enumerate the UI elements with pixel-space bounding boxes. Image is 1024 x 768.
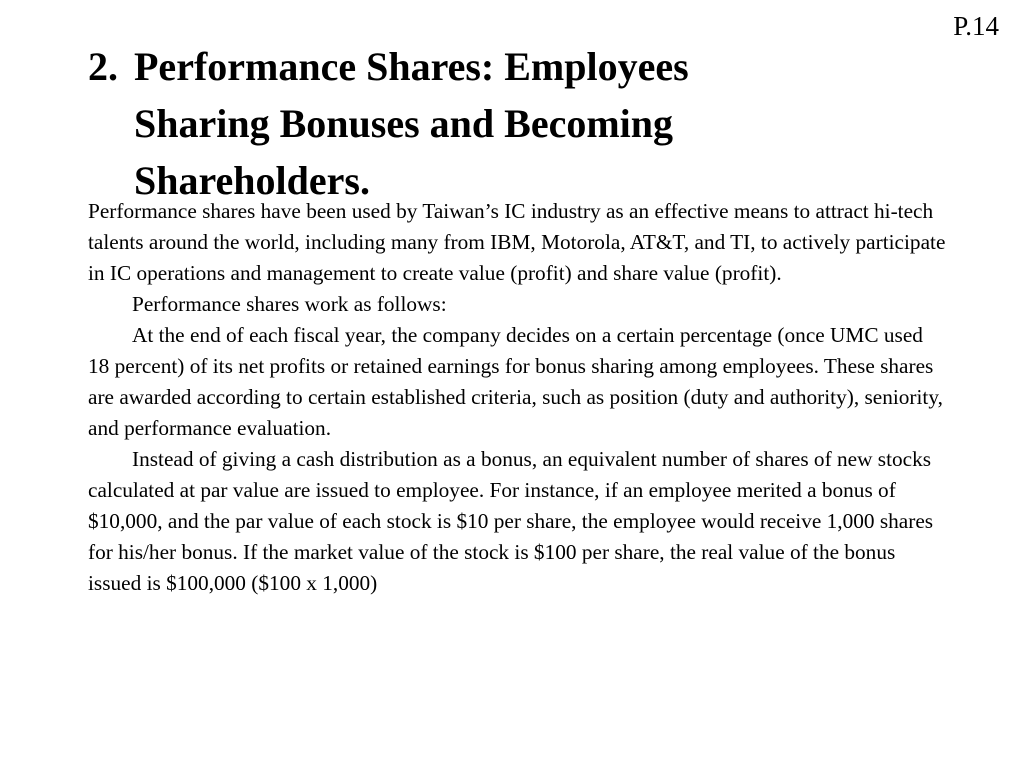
title-line-2: Sharing Bonuses and Becoming (134, 101, 674, 146)
paragraph-how-it-works: Performance shares work as follows: (132, 292, 447, 316)
slide-title (88, 38, 808, 209)
title-number: 2. (88, 44, 118, 89)
body-text (88, 196, 948, 599)
title-line-1-text: Performance Shares: Employees (134, 44, 689, 89)
paragraph-intro: Performance shares have been used by Taiwan’s IC industry as an effective means to attract hi-tech talents around the world, including many from IBM, Motorola, AT&T, and TI, to actively participate in IC operations and management to create value (profit) and share value (profit). (88, 199, 946, 285)
paragraph-fiscal-year: At the end of each fiscal year, the company decides on a certain percentage (once UMC used 18 percent) of its net profits or retained earnings for bonus sharing among employees. These shares are awarded according to certain established criteria, such as position (duty and authority), seniority, and performance evaluation. (88, 323, 943, 440)
page-number: P.14 (953, 11, 999, 41)
title-line-3: Shareholders. (134, 158, 370, 203)
title-line-1 (88, 38, 808, 95)
paragraph-cash-distribution: Instead of giving a cash distribution as a bonus, an equivalent number of shares of new stocks calculated at par value are issued to employee. For instance, if an employee merited a bonus of $10,000, and the par value of each stock is $10 per share, the employee would receive 1,000 shares for his/her bonus. If the market value of the stock is $100 per share, the real value of the bonus issued is $100,000 ($100 x 1,000) (88, 447, 934, 595)
